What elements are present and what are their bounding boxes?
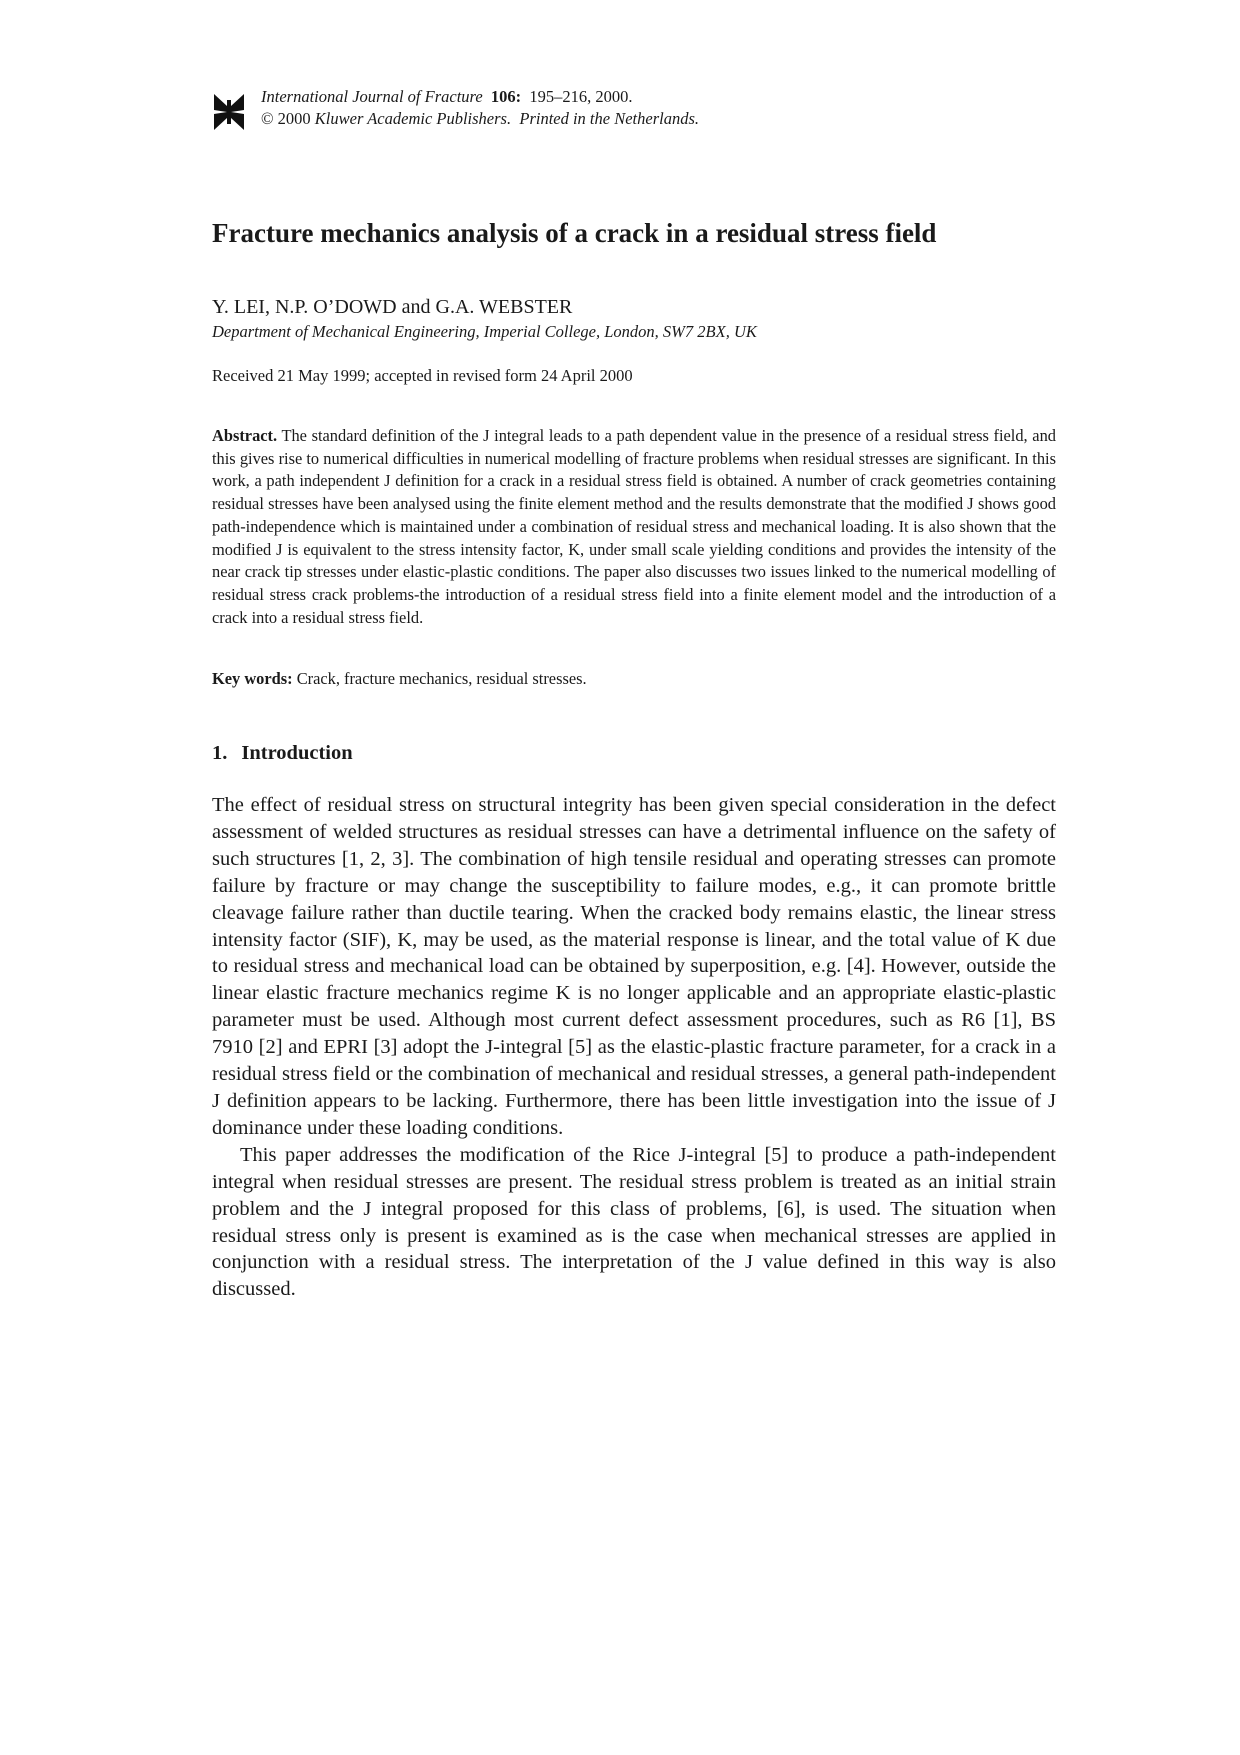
journal-line xyxy=(261,86,699,108)
copyright-symbol: © xyxy=(261,109,274,128)
publisher-logo-icon xyxy=(212,92,246,132)
paragraph: The effect of residual stress on structural integrity has been given special consideration in the defect assessment of welded structures as residual stresses can have a detrimental influence on the safety of such structures [1, 2, 3]. The combination of high tensile residual and operating stresses can promote failure by fracture or may change the susceptibility to failure modes, e.g., it can promote brittle cleavage failure rather than ductile tearing. When the cracked body remains elastic, the linear stress intensity factor (SIF), K, may be used, as the material response is linear, and the total value of K due to residual stress and mechanical load can be obtained by superposition, e.g. [4]. However, outside the linear elastic fracture mechanics regime K is no longer applicable and an appropriate elastic-plastic parameter must be used. Although most current defect assessment procedures, such as R6 [1], BS 7910 [2] and EPRI [3] adopt the J-integral [5] as the elastic-plastic fracture parameter, for a crack in a residual stress field or the combination of mechanical and residual stresses, a general path-independent J definition appears to be lacking. Furthermore, there has been little investigation into the issue of J dominance under these loading conditions. xyxy=(212,794,1056,1139)
copyright-year: 2000 xyxy=(277,109,311,128)
abstract xyxy=(212,425,1056,629)
journal-name: International Journal of Fracture xyxy=(261,87,483,106)
journal-citation xyxy=(261,86,699,130)
received-dates: Received 21 May 1999; accepted in revised form 24 April 2000 xyxy=(212,366,633,385)
body-text xyxy=(212,792,1056,1303)
copyright-line xyxy=(261,108,699,130)
section-title: Introduction xyxy=(241,742,353,764)
journal-pages-year: 195–216, 2000. xyxy=(529,87,633,106)
keywords-label: Key words: xyxy=(212,669,293,688)
journal-header xyxy=(212,86,1062,136)
section-number: 1. xyxy=(212,742,228,764)
section-heading xyxy=(212,740,353,766)
abstract-label: Abstract. xyxy=(212,426,278,445)
keywords-text: Crack, fracture mechanics, residual stresses. xyxy=(296,669,587,688)
abstract-text: The standard definition of the J integral leads to a path dependent value in the presence of a residual stress field, and this gives rise to numerical difficulties in numerical modelling of fracture problems when residual stresses are significant. In this work, a path independent J definition for a crack in a residual stress field is obtained. A number of crack geometries containing residual stresses have been analysed using the finite element method and the results demonstrate that the modified J shows good path-independence which is maintained under a combination of residual stress and mechanical loading. It is also shown that the modified J is equivalent to the stress intensity factor, K, under small scale yielding conditions and provides the intensity of the near crack tip stresses under elastic-plastic conditions. The paper also discusses two issues linked to the numerical modelling of residual stress crack problems-the introduction of a residual stress field into a finite element model and the introduction of a crack into a residual stress field. xyxy=(212,426,1056,627)
author-list: Y. LEI, N.P. O’DOWD and G.A. WEBSTER xyxy=(212,296,573,318)
paragraph: This paper addresses the modification of the Rice J-integral [5] to produce a path-independent integral when residual stresses are present. The residual stress problem is treated as an initial strain problem and the J integral proposed for this class of problems, [6], is used. The situation when residual stress only is present is examined as is the case when mechanical stresses are applied in conjunction with a residual stress. The interpretation of the J value defined in this way is also discussed. xyxy=(212,1143,1056,1301)
publisher-name: Kluwer Academic Publishers. xyxy=(314,109,512,128)
journal-volume: 106: xyxy=(490,87,522,106)
paper-title: Fracture mechanics analysis of a crack in a residual stress field xyxy=(212,218,937,248)
author-affiliation: Department of Mechanical Engineering, Imperial College, London, SW7 2BX, UK xyxy=(212,322,757,341)
keywords xyxy=(212,668,587,690)
printed-location: Printed in the Netherlands. xyxy=(519,109,700,128)
